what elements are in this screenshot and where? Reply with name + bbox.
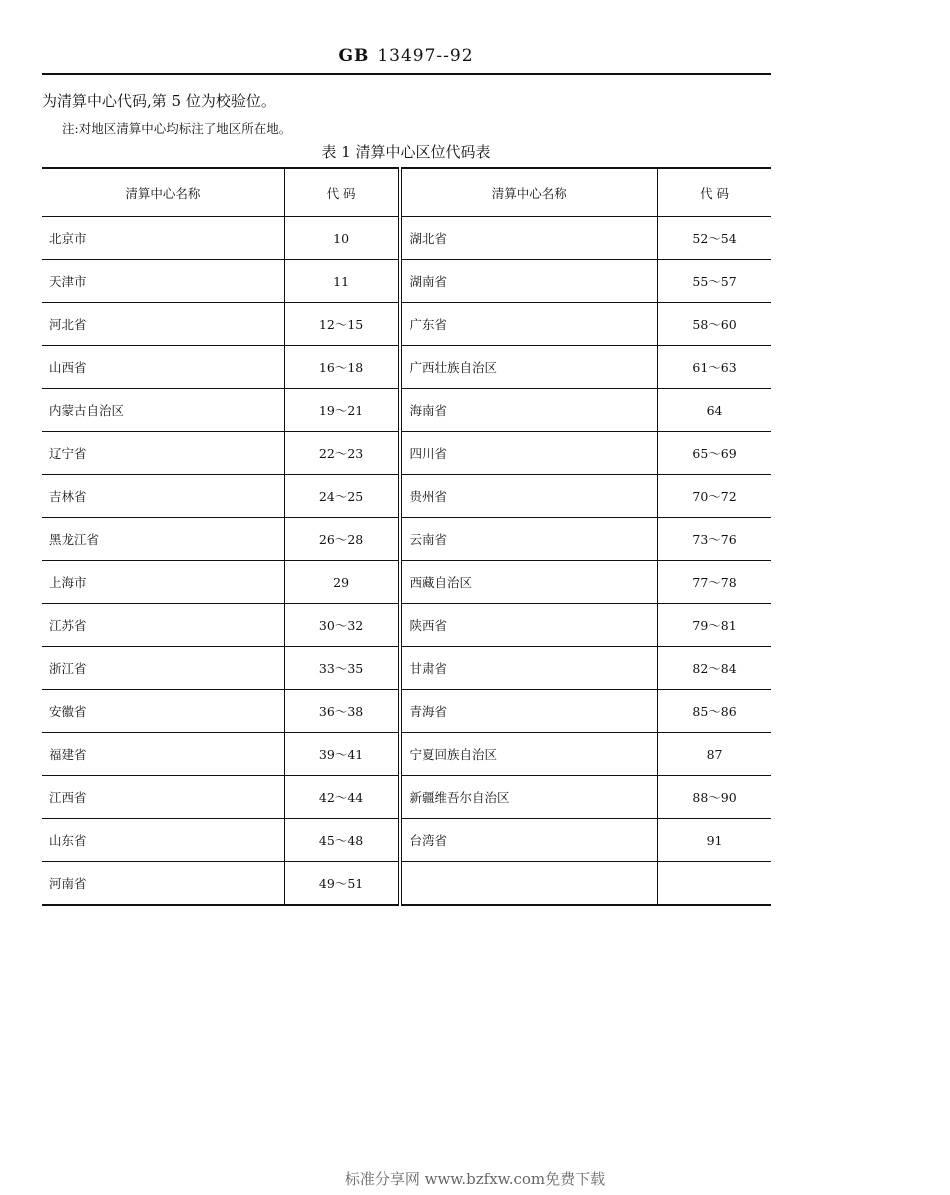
table-row — [42, 776, 771, 819]
code-cell: 42～44 — [284, 776, 399, 819]
center-name-cell: 台湾省 — [400, 819, 658, 862]
code-cell: 58～60 — [658, 303, 771, 346]
code-cell: 49～51 — [284, 862, 399, 906]
table-row — [42, 346, 771, 389]
center-name-cell: 吉林省 — [42, 475, 284, 518]
code-cell: 65～69 — [658, 432, 771, 475]
table-row — [42, 862, 771, 906]
center-name-cell: 宁夏回族自治区 — [400, 733, 658, 776]
code-cell: 61～63 — [658, 346, 771, 389]
center-name-cell: 江西省 — [42, 776, 284, 819]
center-name-cell: 云南省 — [400, 518, 658, 561]
center-name-cell: 青海省 — [400, 690, 658, 733]
center-name-cell: 山西省 — [42, 346, 284, 389]
watermark-footer: 标准分享网 www.bzfxw.com免费下载 — [344, 1170, 606, 1188]
center-name-cell: 辽宁省 — [42, 432, 284, 475]
center-name-cell: 海南省 — [400, 389, 658, 432]
center-name-cell: 湖北省 — [400, 217, 658, 260]
code-cell: 85～86 — [658, 690, 771, 733]
table-row — [42, 647, 771, 690]
code-cell — [658, 862, 771, 906]
table-row — [42, 389, 771, 432]
code-cell: 82～84 — [658, 647, 771, 690]
standard-number-header: GB 13497--92 — [338, 46, 474, 66]
table-row — [42, 561, 771, 604]
table-row — [42, 432, 771, 475]
code-cell: 45～48 — [284, 819, 399, 862]
center-name-cell: 西藏自治区 — [400, 561, 658, 604]
table-row — [42, 260, 771, 303]
column-header: 代 码 — [658, 168, 771, 217]
center-name-cell: 福建省 — [42, 733, 284, 776]
code-cell: 12～15 — [284, 303, 399, 346]
body-paragraph: 为清算中心代码,第 5 位为校验位。 — [42, 92, 276, 110]
table-header-row — [42, 168, 771, 217]
center-name-cell: 陕西省 — [400, 604, 658, 647]
code-cell: 36～38 — [284, 690, 399, 733]
center-name-cell: 河北省 — [42, 303, 284, 346]
code-cell: 88～90 — [658, 776, 771, 819]
table-row — [42, 819, 771, 862]
center-name-cell: 浙江省 — [42, 647, 284, 690]
code-cell: 77～78 — [658, 561, 771, 604]
code-cell: 87 — [658, 733, 771, 776]
code-cell: 73～76 — [658, 518, 771, 561]
table-caption: 表 1 清算中心区位代码表 — [321, 143, 491, 161]
table-row — [42, 604, 771, 647]
code-cell: 91 — [658, 819, 771, 862]
center-name-cell: 河南省 — [49, 876, 87, 891]
center-name-cell: 广东省 — [400, 303, 658, 346]
code-cell: 70～72 — [658, 475, 771, 518]
code-cell: 79～81 — [658, 604, 771, 647]
code-cell: 16～18 — [284, 346, 399, 389]
code-cell: 19～21 — [284, 389, 399, 432]
code-cell: 33～35 — [284, 647, 399, 690]
table-row — [42, 518, 771, 561]
code-cell: 30～32 — [284, 604, 399, 647]
column-header: 清算中心名称 — [400, 168, 658, 217]
code-cell: 52～54 — [658, 217, 771, 260]
header-rule — [42, 73, 771, 75]
center-name-cell: 黑龙江省 — [42, 518, 284, 561]
table-row — [42, 733, 771, 776]
center-name-cell: 内蒙古自治区 — [42, 389, 284, 432]
column-header: 代 码 — [284, 168, 399, 217]
center-name-cell: 安徽省 — [42, 690, 284, 733]
table-row — [42, 475, 771, 518]
center-name-cell: 新疆维吾尔自治区 — [400, 776, 658, 819]
table-row — [42, 690, 771, 733]
code-cell: 26～28 — [284, 518, 399, 561]
center-name-cell: 贵州省 — [400, 475, 658, 518]
center-name-cell: 湖南省 — [400, 260, 658, 303]
center-name-cell: 广西壮族自治区 — [400, 346, 658, 389]
center-name-cell: 四川省 — [400, 432, 658, 475]
code-cell: 11 — [284, 260, 399, 303]
code-cell: 64 — [658, 389, 771, 432]
center-name-cell: 山东省 — [42, 819, 284, 862]
code-cell: 24～25 — [284, 475, 399, 518]
code-cell: 10 — [284, 217, 399, 260]
center-name-cell — [400, 862, 658, 906]
table-row — [42, 303, 771, 346]
note: 注:对地区清算中心均标注了地区所在地。 — [62, 121, 292, 136]
table-row — [42, 217, 771, 260]
center-name-cell: 上海市 — [42, 561, 284, 604]
code-cell: 29 — [284, 561, 399, 604]
center-name-cell: 天津市 — [42, 260, 284, 303]
clearing-center-code-table — [42, 167, 771, 906]
center-name-cell: 北京市 — [42, 217, 284, 260]
column-header: 清算中心名称 — [42, 168, 284, 217]
code-cell: 22～23 — [284, 432, 399, 475]
center-name-cell: 江苏省 — [42, 604, 284, 647]
code-cell: 55～57 — [658, 260, 771, 303]
code-cell: 39～41 — [284, 733, 399, 776]
center-name-cell: 甘肃省 — [400, 647, 658, 690]
